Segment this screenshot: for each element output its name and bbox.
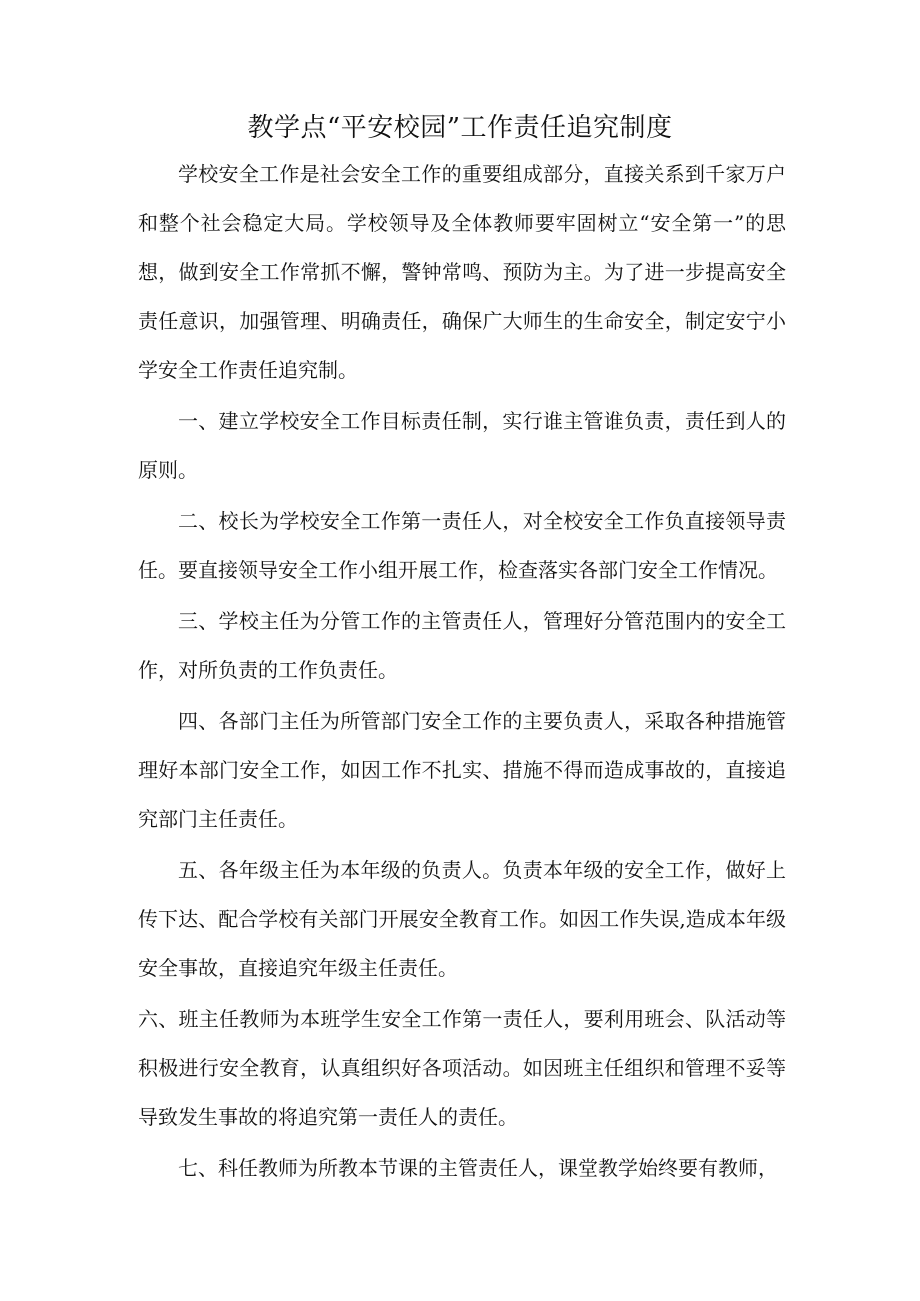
paragraph-intro: 学校安全工作是社会安全工作的重要组成部分，直接关系到千家万户和整个社会稳定大局。学校领导及全体教师要牢固树立“安全第一”的思想，做到安全工作常抓不懈，警钟常鸣、预防为主。为了进一步提高安全责任意识，加强管理、明确责任，确保广大师生的生命安全，制定安宁小学安全工作责任追究制。 [138,162,786,382]
paragraph-item-7: 七、科任教师为所教本节课的主管责任人，课堂教学始终要有教师， [178,1156,778,1180]
paragraph-item-5: 五、各年级主任为本年级的负责人。负责本年级的安全工作，做好上传下达、配合学校有关部门开展安全教育工作。如因工作失误,造成本年级安全事故，直接追究年级主任责任。 [138,858,786,980]
document-body [138,150,786,1195]
paragraph-item-4: 四、各部门主任为所管部门安全工作的主要负责人，采取各种措施管理好本部门安全工作，如因工作不扎实、措施不得而造成事故的，直接追究部门主任责任。 [138,709,786,831]
paragraph-item-2: 二、校长为学校安全工作第一责任人，对全校安全工作负直接领导责任。要直接领导安全工作小组开展工作，检查落实各部门安全工作情况。 [138,509,786,582]
paragraph-item-6: 六、班主任教师为本班学生安全工作第一责任人，要利用班会、队活动等积极进行安全教育，认真组织好各项活动。如因班主任组织和管理不妥等导致发生事故的将追究第一责任人的责任。 [138,1007,786,1129]
document-title: 教学点“平安校园”工作责任追究制度 [247,113,673,143]
paragraph-item-3: 三、学校主任为分管工作的主管责任人，管理好分管范围内的安全工作，对所负责的工作负责任。 [138,609,786,682]
paragraph-item-1: 一、建立学校安全工作目标责任制，实行谁主管谁负责，责任到人的原则。 [138,409,786,482]
